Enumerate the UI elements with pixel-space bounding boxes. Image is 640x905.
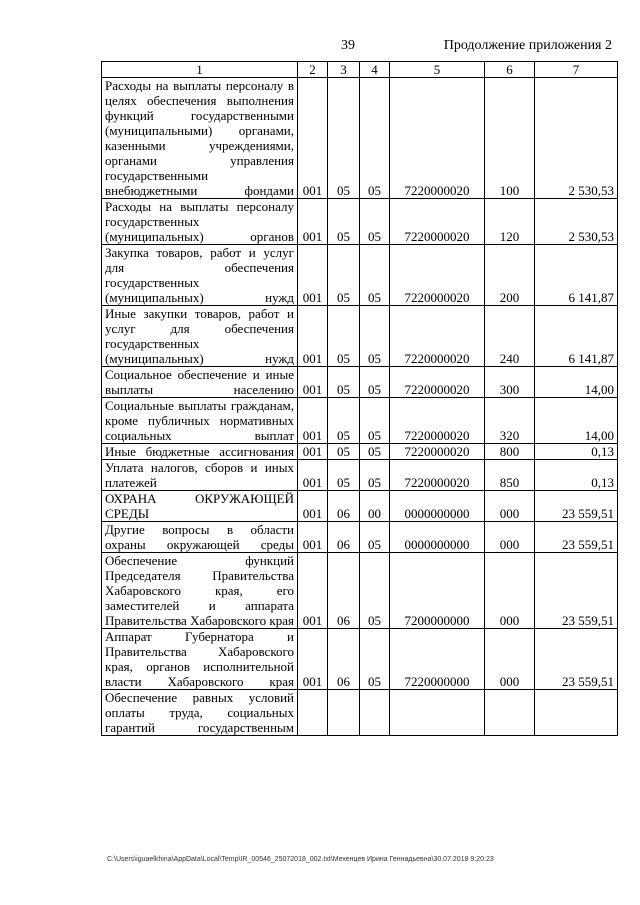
subsection-code: 05 <box>360 78 390 199</box>
row-description: Расходы на выплаты персоналу государственных (муниципальных) органов <box>102 199 298 245</box>
subsection-code: 05 <box>360 306 390 367</box>
section-code: 06 <box>328 522 360 553</box>
target-article-code: 7220000020 <box>390 398 485 444</box>
target-article-code: 7220000020 <box>390 78 485 199</box>
row-description: Расходы на выплаты персоналу в целях обеспечения выполнения функций государственными (муниципальными) органами, казенными учреждениями, органами управления государственными внебюджетными фондами <box>102 78 298 199</box>
table-row <box>102 245 618 306</box>
subsection-code: 05 <box>360 460 390 491</box>
expense-type-code: 000 <box>485 629 535 690</box>
amount: 0,13 <box>535 444 618 460</box>
subsection-code: 05 <box>360 629 390 690</box>
ministry-code: 001 <box>298 522 328 553</box>
subsection-code: 05 <box>360 522 390 553</box>
row-description: Обеспечение равных условий оплаты труда, социальных гарантий государственным <box>102 690 298 736</box>
ministry-code: 001 <box>298 306 328 367</box>
target-article-code: 0000000000 <box>390 491 485 522</box>
expense-type-code: 200 <box>485 245 535 306</box>
row-description: Социальное обеспечение и иные выплаты населению <box>102 367 298 398</box>
page-number: 39 <box>341 38 355 53</box>
table-row <box>102 491 618 522</box>
row-description: Закупка товаров, работ и услуг для обеспечения государственных (муниципальных) нужд <box>102 245 298 306</box>
budget-table <box>101 61 618 736</box>
expense-type-code: 000 <box>485 491 535 522</box>
row-description: Аппарат Губернатора и Правительства Хабаровского края, органов исполнительной власти Хабаровского края <box>102 629 298 690</box>
column-header: 6 <box>485 62 535 78</box>
column-header: 7 <box>535 62 618 78</box>
expense-type-code <box>485 690 535 736</box>
amount: 23 559,51 <box>535 522 618 553</box>
table-row <box>102 444 618 460</box>
expense-type-code: 800 <box>485 444 535 460</box>
expense-type-code: 000 <box>485 522 535 553</box>
amount: 23 559,51 <box>535 553 618 629</box>
section-code: 06 <box>328 553 360 629</box>
amount: 23 559,51 <box>535 629 618 690</box>
table-row <box>102 522 618 553</box>
subsection-code: 05 <box>360 553 390 629</box>
ministry-code: 001 <box>298 553 328 629</box>
table-row <box>102 367 618 398</box>
row-description: Иные бюджетные ассигнования <box>102 444 298 460</box>
section-code: 06 <box>328 491 360 522</box>
target-article-code: 7220000020 <box>390 306 485 367</box>
table-row <box>102 306 618 367</box>
target-article-code: 7220000020 <box>390 444 485 460</box>
target-article-code: 7220000020 <box>390 367 485 398</box>
ministry-code: 001 <box>298 199 328 245</box>
section-code: 05 <box>328 199 360 245</box>
table-row <box>102 553 618 629</box>
subsection-code <box>360 690 390 736</box>
target-article-code: 7220000000 <box>390 629 485 690</box>
row-description: Иные закупки товаров, работ и услуг для обеспечения государственных (муниципальных) нужд <box>102 306 298 367</box>
subsection-code: 05 <box>360 444 390 460</box>
column-header: 2 <box>298 62 328 78</box>
ministry-code: 001 <box>298 629 328 690</box>
table-row <box>102 78 618 199</box>
subsection-code: 05 <box>360 367 390 398</box>
ministry-code: 001 <box>298 398 328 444</box>
amount: 6 141,87 <box>535 306 618 367</box>
expense-type-code: 320 <box>485 398 535 444</box>
row-description: ОХРАНА ОКРУЖАЮЩЕЙ СРЕДЫ <box>102 491 298 522</box>
target-article-code: 7220000020 <box>390 460 485 491</box>
section-code: 05 <box>328 398 360 444</box>
column-header: 1 <box>102 62 298 78</box>
ministry-code: 001 <box>298 367 328 398</box>
table-row <box>102 460 618 491</box>
ministry-code: 001 <box>298 78 328 199</box>
expense-type-code: 240 <box>485 306 535 367</box>
amount <box>535 690 618 736</box>
target-article-code: 7220000020 <box>390 199 485 245</box>
ministry-code: 001 <box>298 491 328 522</box>
target-article-code: 0000000000 <box>390 522 485 553</box>
section-code: 05 <box>328 245 360 306</box>
table-row <box>102 398 618 444</box>
ministry-code: 001 <box>298 460 328 491</box>
section-code: 05 <box>328 460 360 491</box>
subsection-code: 00 <box>360 491 390 522</box>
expense-type-code: 850 <box>485 460 535 491</box>
column-header: 3 <box>328 62 360 78</box>
expense-type-code: 120 <box>485 199 535 245</box>
table-row <box>102 199 618 245</box>
amount: 6 141,87 <box>535 245 618 306</box>
expense-type-code: 000 <box>485 553 535 629</box>
amount: 2 530,53 <box>535 199 618 245</box>
table-row <box>102 629 618 690</box>
row-description: Обеспечение функций Председателя Правительства Хабаровского края, его заместителей и аппарата Правительства Хабаровского края <box>102 553 298 629</box>
ministry-code: 001 <box>298 245 328 306</box>
row-description: Другие вопросы в области охраны окружающей среды <box>102 522 298 553</box>
row-description: Социальные выплаты гражданам, кроме публичных нормативных социальных выплат <box>102 398 298 444</box>
subsection-code: 05 <box>360 199 390 245</box>
section-code: 06 <box>328 629 360 690</box>
amount: 14,00 <box>535 367 618 398</box>
section-code: 05 <box>328 444 360 460</box>
subsection-code: 05 <box>360 245 390 306</box>
row-description: Уплата налогов, сборов и иных платежей <box>102 460 298 491</box>
section-code: 05 <box>328 367 360 398</box>
target-article-code: 7200000000 <box>390 553 485 629</box>
section-code: 05 <box>328 306 360 367</box>
amount: 23 559,51 <box>535 491 618 522</box>
column-header: 4 <box>360 62 390 78</box>
amount: 14,00 <box>535 398 618 444</box>
expense-type-code: 100 <box>485 78 535 199</box>
amount: 2 530,53 <box>535 78 618 199</box>
amount: 0,13 <box>535 460 618 491</box>
ministry-code <box>298 690 328 736</box>
ministry-code: 001 <box>298 444 328 460</box>
column-header-row <box>102 62 618 78</box>
section-code <box>328 690 360 736</box>
file-path-footer: C:\Users\iguaelkhina\AppData\Local\Temp\IR_00546_25072018_002.txt\Мехенцев Ирина Геннадьевна\30.07.2018 9:20:23 <box>107 856 494 863</box>
subsection-code: 05 <box>360 398 390 444</box>
target-article-code <box>390 690 485 736</box>
column-header: 5 <box>390 62 485 78</box>
table-row <box>102 690 618 736</box>
section-code: 05 <box>328 78 360 199</box>
continuation-title: Продолжение приложения 2 <box>443 38 612 53</box>
target-article-code: 7220000020 <box>390 245 485 306</box>
expense-type-code: 300 <box>485 367 535 398</box>
